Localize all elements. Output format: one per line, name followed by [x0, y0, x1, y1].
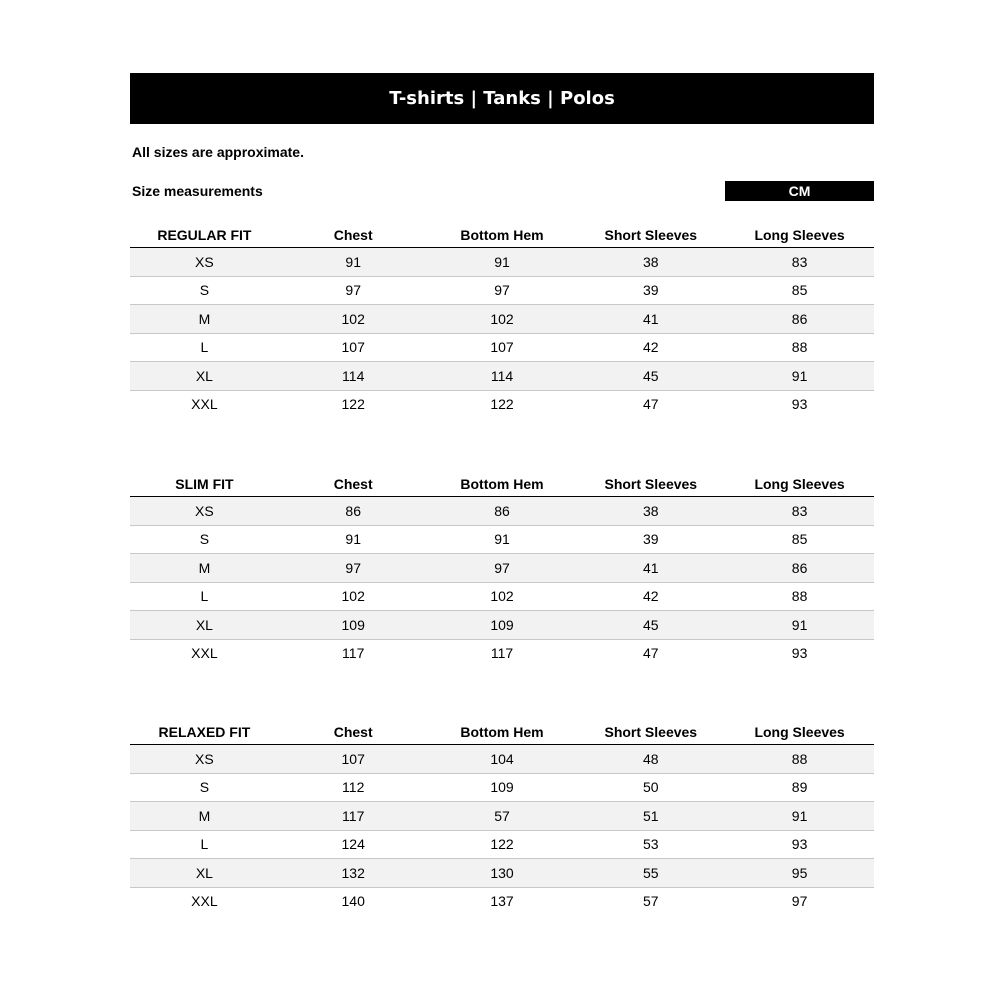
table-row: [130, 554, 874, 583]
short-sleeves-cell: 47: [643, 396, 659, 413]
short-sleeves-cell: 42: [643, 339, 659, 356]
table-row: [130, 362, 874, 391]
long-sleeves-cell: 91: [791, 807, 808, 824]
regular-fit-table: [130, 222, 874, 418]
bottom-hem-cell: 107: [490, 339, 514, 356]
bottom-hem-heading: Bottom Hem: [460, 475, 544, 492]
chest-cell: 122: [341, 396, 365, 413]
chest-heading: Chest: [333, 475, 373, 492]
long-sleeves-cell: 93: [791, 645, 808, 662]
size-cell: M: [198, 807, 211, 824]
short-sleeves-cell: 38: [643, 502, 659, 519]
table-row: [130, 497, 874, 526]
long-sleeves-cell: 83: [791, 502, 808, 519]
long-sleeves-cell: 95: [791, 864, 808, 881]
bottom-hem-cell: 114: [490, 367, 514, 384]
long-sleeves-cell: 85: [791, 531, 808, 548]
size-cell: XL: [195, 367, 213, 384]
table-row: [130, 802, 874, 831]
chest-cell: 112: [342, 779, 365, 796]
short-sleeves-cell: 47: [643, 645, 659, 662]
long-sleeves-heading: Long Sleeves: [754, 723, 845, 740]
bottom-hem-cell: 57: [494, 807, 510, 824]
short-sleeves-cell: 39: [643, 531, 659, 548]
long-sleeves-cell: 88: [791, 588, 808, 605]
table-header: [130, 222, 874, 248]
bottom-hem-cell: 117: [490, 645, 514, 662]
size-cell: S: [199, 779, 210, 796]
table-row: [130, 526, 874, 555]
approximate-note: All sizes are approximate.: [132, 144, 304, 160]
chest-cell: 102: [341, 588, 365, 605]
chest-cell: 109: [341, 616, 365, 633]
bottom-hem-cell: 97: [494, 282, 510, 299]
bottom-hem-cell: 130: [490, 864, 514, 881]
table-row: [130, 611, 874, 640]
bottom-hem-cell: 97: [494, 559, 510, 576]
chest-cell: 140: [341, 893, 365, 910]
chest-cell: 107: [341, 750, 365, 767]
table-header: [130, 471, 874, 497]
long-sleeves-cell: 89: [791, 779, 808, 796]
table-row: [130, 334, 874, 363]
chest-cell: 91: [345, 531, 361, 548]
fit-heading: SLIM FIT: [175, 475, 234, 492]
long-sleeves-heading: Long Sleeves: [754, 226, 845, 243]
short-sleeves-cell: 41: [643, 310, 659, 327]
size-cell: XXL: [191, 893, 218, 910]
short-sleeves-cell: 51: [643, 807, 659, 824]
size-cell: XL: [195, 864, 213, 881]
short-sleeves-cell: 57: [643, 893, 659, 910]
short-sleeves-cell: 53: [643, 836, 659, 853]
long-sleeves-cell: 88: [791, 750, 808, 767]
table-row: [130, 831, 874, 860]
short-sleeves-cell: 48: [643, 750, 659, 767]
chest-cell: 117: [342, 807, 365, 824]
short-sleeves-heading: Short Sleeves: [604, 226, 698, 243]
size-cell: XXL: [191, 645, 218, 662]
table-row: [130, 391, 874, 419]
size-cell: M: [198, 310, 211, 327]
bottom-hem-cell: 91: [494, 253, 510, 270]
table-row: [130, 888, 874, 916]
table-row: [130, 305, 874, 334]
size-measurements-label: Size measurements: [132, 183, 263, 199]
short-sleeves-heading: Short Sleeves: [604, 723, 698, 740]
chest-cell: 97: [345, 282, 361, 299]
table-row: [130, 640, 874, 668]
short-sleeves-cell: 41: [643, 559, 659, 576]
table-row: [130, 248, 874, 277]
chest-cell: 102: [341, 310, 365, 327]
table-header: [130, 719, 874, 745]
long-sleeves-cell: 93: [791, 836, 808, 853]
size-cell: L: [200, 836, 209, 853]
bottom-hem-heading: Bottom Hem: [460, 226, 544, 243]
long-sleeves-cell: 91: [791, 616, 808, 633]
page-title: T-shirts | Tanks | Polos: [130, 73, 874, 124]
bottom-hem-heading: Bottom Hem: [460, 723, 544, 740]
relaxed-fit-table: [130, 719, 874, 915]
size-cell: S: [199, 282, 210, 299]
short-sleeves-cell: 42: [643, 588, 659, 605]
slim-fit-table: [130, 471, 874, 667]
size-cell: XXL: [191, 396, 218, 413]
short-sleeves-heading: Short Sleeves: [604, 475, 698, 492]
short-sleeves-cell: 39: [643, 282, 659, 299]
size-cell: XS: [195, 502, 214, 519]
bottom-hem-cell: 104: [490, 750, 514, 767]
bottom-hem-cell: 122: [490, 836, 514, 853]
chest-cell: 117: [342, 645, 365, 662]
size-cell: XS: [195, 253, 214, 270]
size-cell: L: [200, 339, 209, 356]
unit-badge: CM: [725, 181, 874, 201]
long-sleeves-cell: 86: [791, 310, 808, 327]
bottom-hem-cell: 102: [490, 588, 514, 605]
short-sleeves-cell: 38: [643, 253, 659, 270]
table-row: [130, 745, 874, 774]
bottom-hem-cell: 109: [490, 779, 514, 796]
table-row: [130, 583, 874, 612]
bottom-hem-cell: 86: [494, 502, 510, 519]
long-sleeves-heading: Long Sleeves: [754, 475, 845, 492]
fit-heading: RELAXED FIT: [158, 723, 251, 740]
fit-heading: REGULAR FIT: [157, 226, 252, 243]
long-sleeves-cell: 97: [791, 893, 808, 910]
size-cell: XL: [195, 616, 213, 633]
short-sleeves-cell: 45: [643, 616, 659, 633]
chest-cell: 132: [341, 864, 365, 881]
bottom-hem-cell: 109: [490, 616, 514, 633]
size-cell: L: [200, 588, 209, 605]
chest-cell: 86: [345, 502, 361, 519]
long-sleeves-cell: 85: [791, 282, 808, 299]
chest-cell: 97: [345, 559, 361, 576]
bottom-hem-cell: 137: [490, 893, 514, 910]
bottom-hem-cell: 122: [490, 396, 514, 413]
table-row: [130, 277, 874, 306]
size-cell: S: [199, 531, 210, 548]
bottom-hem-cell: 102: [490, 310, 514, 327]
short-sleeves-cell: 50: [643, 779, 659, 796]
chest-cell: 124: [341, 836, 365, 853]
short-sleeves-cell: 45: [643, 367, 659, 384]
short-sleeves-cell: 55: [643, 864, 659, 881]
chest-heading: Chest: [333, 723, 373, 740]
table-row: [130, 774, 874, 803]
long-sleeves-cell: 93: [791, 396, 808, 413]
long-sleeves-cell: 88: [791, 339, 808, 356]
long-sleeves-cell: 91: [791, 367, 808, 384]
chest-cell: 107: [341, 339, 365, 356]
chest-heading: Chest: [333, 226, 373, 243]
chest-cell: 91: [345, 253, 361, 270]
size-cell: M: [198, 559, 211, 576]
long-sleeves-cell: 86: [791, 559, 808, 576]
chest-cell: 114: [342, 367, 365, 384]
long-sleeves-cell: 83: [791, 253, 808, 270]
bottom-hem-cell: 91: [494, 531, 510, 548]
table-row: [130, 859, 874, 888]
size-cell: XS: [195, 750, 214, 767]
